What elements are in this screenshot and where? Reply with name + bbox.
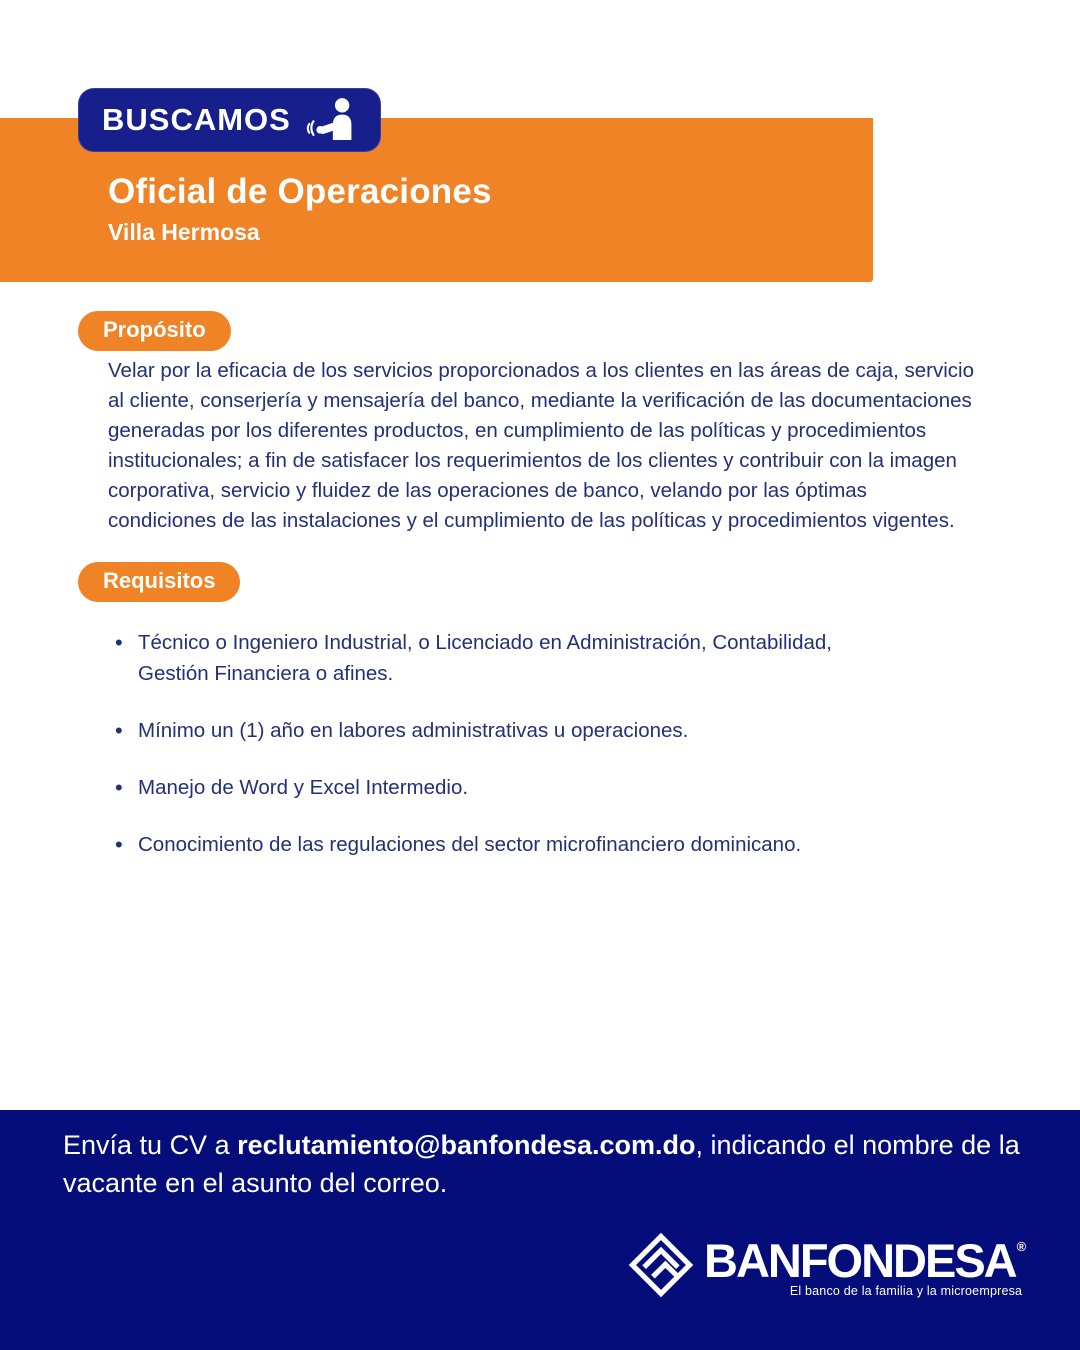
job-location: Villa Hermosa: [108, 219, 260, 245]
list-item: • Técnico o Ingeniero Industrial, o Licenciado en Administración, Contabilidad, Gestión Financiera o afines.: [108, 627, 908, 689]
brand-tagline: El banco de la familia y la microempresa: [789, 1284, 1023, 1298]
page-title: Oficial de Operaciones: [108, 172, 492, 211]
banfondesa-diamond-icon: [628, 1232, 694, 1303]
list-item: • Manejo de Word y Excel Intermedio.: [108, 772, 908, 803]
list-item: • Conocimiento de las regulaciones del sector microfinanciero dominicano.: [108, 829, 908, 860]
requirements-heading: Requisitos: [103, 568, 216, 593]
waving-person-icon: [305, 95, 359, 146]
requirements-heading-pill: [78, 562, 240, 602]
footer: [0, 1110, 1080, 1350]
cta-prefix: Envía tu CV a: [63, 1130, 238, 1160]
brand-wordmark: BANFONDESA: [704, 1234, 1016, 1287]
cta-text: [63, 1126, 1021, 1202]
cta-email: reclutamiento@banfondesa.com.do: [237, 1130, 696, 1160]
registered-mark: ®: [1016, 1239, 1027, 1254]
purpose-heading-pill: [78, 311, 231, 351]
purpose-heading: Propósito: [103, 317, 206, 342]
list-item: • Mínimo un (1) año en labores administrativas u operaciones.: [108, 715, 908, 746]
purpose-body-text: Velar por la eficacia de los servicios proporcionados a los clientes en las áreas de caja, servicio al cliente, conserjería y mensajería del banco, mediante la verificación de las documentaciones generadas por los diferentes productos, en cumplimiento de las políticas y procedimientos institucionales; a fin de satisfacer los requerimientos de los clientes y contribuir con la imagen corporativa, servicio y fluidez de las operaciones de banco, velando por las óptimas condiciones de las instalaciones y el cumplimiento de las políticas y procedimientos vigentes.: [108, 359, 975, 532]
buscamos-label: BUSCAMOS: [102, 102, 291, 137]
banfondesa-logo: [628, 1232, 1026, 1303]
buscamos-badge: [78, 88, 381, 152]
cta-suffix: , indicando el nombre de la vacante en el asunto del correo.: [63, 1130, 1020, 1198]
requirements-list: [108, 627, 908, 886]
logo-text: [704, 1234, 1027, 1298]
